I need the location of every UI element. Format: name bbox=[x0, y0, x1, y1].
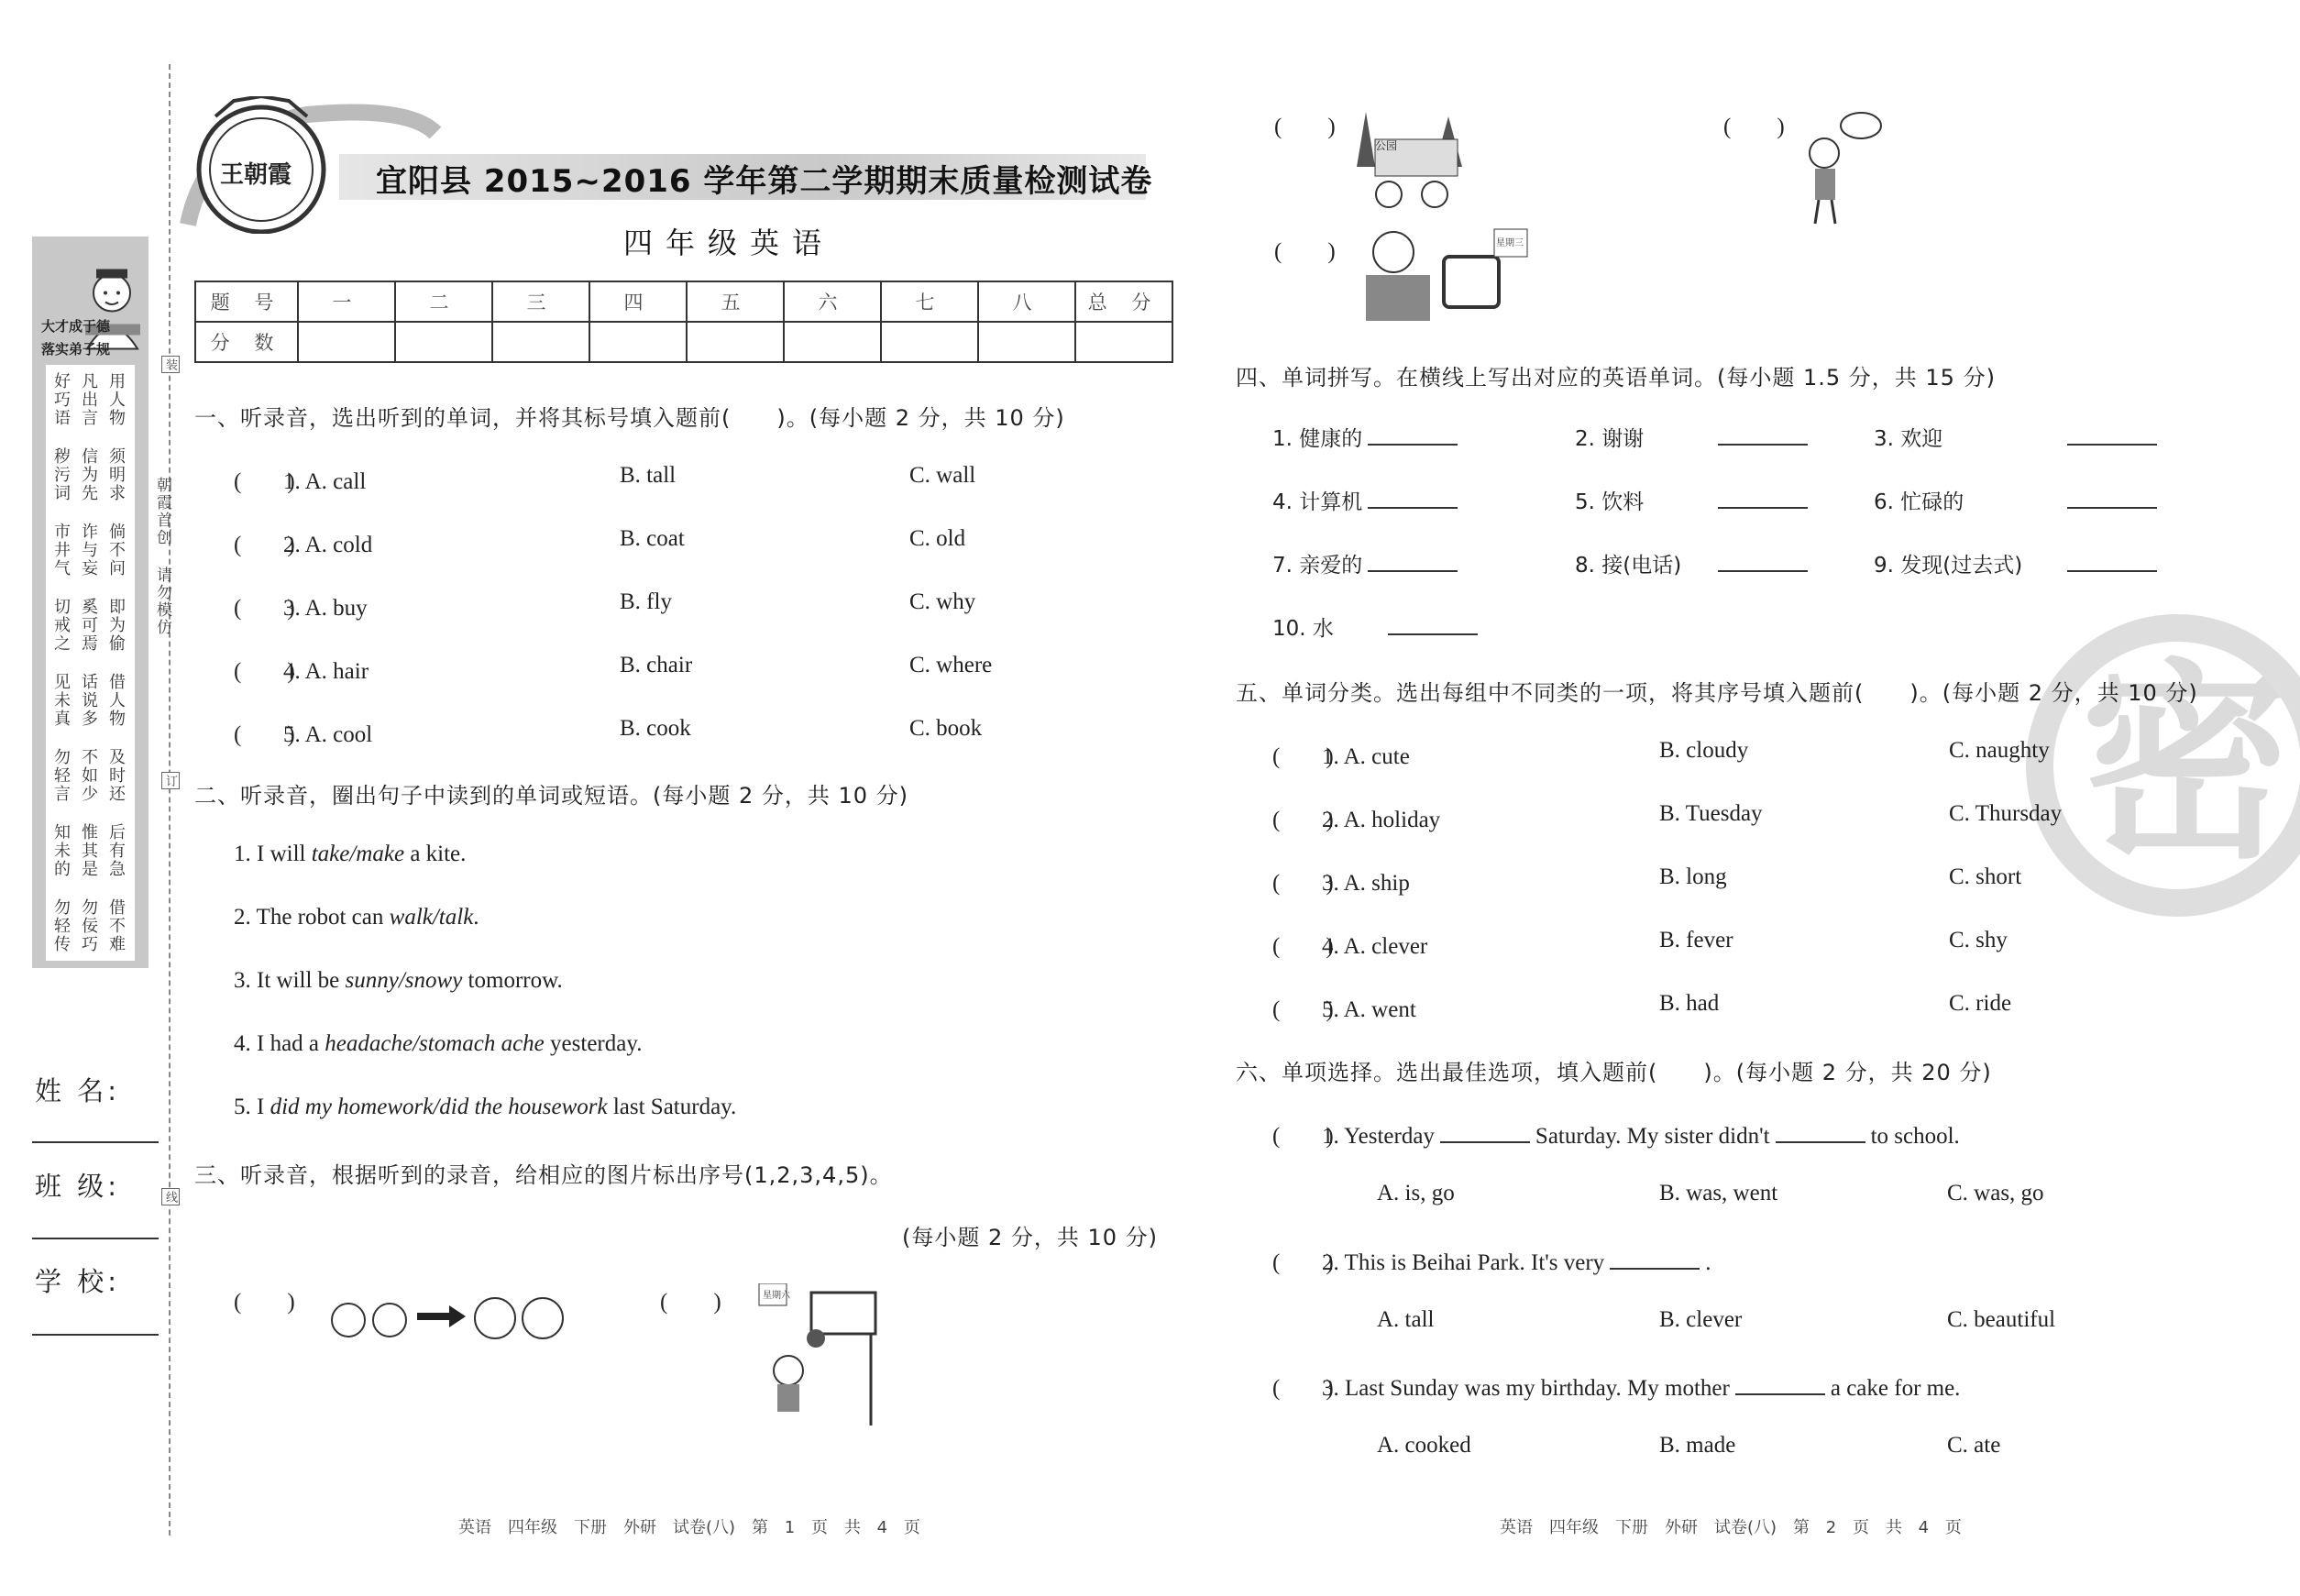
score-cell: 题 号 bbox=[195, 281, 298, 322]
sentence-text: yesterday. bbox=[544, 1031, 643, 1056]
score-cell: 三 bbox=[492, 281, 589, 322]
option-b: B. made bbox=[1659, 1433, 1736, 1458]
answer-paren[interactable]: ( ) bbox=[1723, 115, 1785, 139]
maxim-col: 信为先 bbox=[79, 447, 98, 502]
spelling-blank[interactable] bbox=[2067, 487, 2157, 509]
spelling-blank[interactable] bbox=[1718, 550, 1808, 572]
sentence-text: 2. The robot can bbox=[234, 905, 390, 930]
question-text: 1. Yesterday bbox=[1322, 1124, 1435, 1149]
section-4-heading: 四、单词拼写。在横线上写出对应的英语单词。(每小题 1.5 分，共 15 分) bbox=[1236, 365, 1996, 391]
motto-top: 大才成于德 bbox=[41, 318, 111, 335]
option-c: C. was, go bbox=[1947, 1181, 2044, 1205]
section-5-heading: 五、单词分类。选出每组中不同类的一项，将其序号填入题前( )。(每小题 2 分，共 10 分) bbox=[1236, 680, 2198, 706]
spelling-prompt: 9. 发现(过去式) bbox=[1874, 554, 2023, 578]
sentence-text: a kite. bbox=[404, 842, 467, 866]
school-label: 学 校: bbox=[35, 1266, 120, 1297]
question-text: to school. bbox=[1870, 1124, 1960, 1149]
answer-paren[interactable]: ( ) bbox=[234, 1290, 295, 1315]
spelling-blank[interactable] bbox=[1718, 487, 1808, 509]
score-cell: 一 bbox=[298, 281, 395, 322]
score-cell: 六 bbox=[784, 281, 881, 322]
cats-picture bbox=[321, 1283, 578, 1366]
spelling-blank[interactable] bbox=[2067, 550, 2157, 572]
maxim-col: 话说多 bbox=[79, 673, 98, 728]
option-c: C. why bbox=[909, 589, 976, 614]
maxim-col: 不如少 bbox=[79, 748, 98, 803]
cut-mark: 线 bbox=[161, 1188, 180, 1205]
sentence-options[interactable]: walk/talk bbox=[389, 905, 474, 930]
option-c: C. wall bbox=[909, 463, 976, 488]
spelling-prompt: 8. 接(电话) bbox=[1575, 554, 1682, 578]
score-entry[interactable] bbox=[881, 322, 978, 362]
option-a: 3. A. buy bbox=[283, 596, 368, 621]
cut-mark: 订 bbox=[161, 772, 180, 789]
sentence-item bbox=[234, 1031, 642, 1057]
option-b: B. fly bbox=[620, 589, 672, 614]
picture-label: 星期六 bbox=[763, 1291, 790, 1301]
maxim-col: 切戒之 bbox=[51, 598, 71, 653]
spelling-prompt: 1. 健康的 bbox=[1272, 427, 1363, 451]
sentence-item bbox=[234, 968, 563, 994]
motto-bottom: 落实弟子规 bbox=[41, 341, 111, 358]
question-row: ( )2. A. cold bbox=[234, 533, 373, 557]
option-c: C. shy bbox=[1949, 928, 2008, 952]
sentence-text: last Saturday. bbox=[607, 1095, 737, 1119]
answer-paren[interactable]: ( ) bbox=[1274, 239, 1336, 264]
spelling-blank[interactable] bbox=[1718, 424, 1808, 446]
basketball-picture bbox=[743, 1283, 889, 1430]
maxim-col: 见未真 bbox=[51, 673, 71, 728]
spelling-prompt: 7. 亲爱的 bbox=[1272, 554, 1363, 578]
score-entry[interactable] bbox=[687, 322, 784, 362]
option-b: B. long bbox=[1659, 864, 1727, 889]
score-cell: 分 数 bbox=[195, 322, 298, 362]
section-6-heading: 六、单项选择。选出最佳选项，填入题前( )。(每小题 2 分，共 20 分) bbox=[1236, 1060, 1992, 1085]
score-cell: 二 bbox=[395, 281, 492, 322]
sentence-text: tomorrow. bbox=[462, 968, 563, 993]
option-a: 3. A. ship bbox=[1322, 871, 1410, 896]
question-row: ( )3. A. ship bbox=[1272, 871, 1410, 896]
score-table-score-row bbox=[195, 322, 1172, 362]
question-row: ( )4. A. hair bbox=[234, 659, 369, 684]
score-cell: 四 bbox=[589, 281, 687, 322]
answer-blank[interactable] bbox=[1610, 1248, 1700, 1270]
spelling-blank[interactable] bbox=[1368, 487, 1458, 509]
score-cell: 七 bbox=[881, 281, 978, 322]
page-footer-left: 英语 四年级 下册 外研 试卷(八) 第 1 页 共 4 页 bbox=[458, 1518, 920, 1537]
sentence-text: . bbox=[473, 905, 479, 930]
option-b: B. tall bbox=[620, 463, 677, 488]
watermark-char: 密 bbox=[2081, 643, 2293, 887]
maxim-col: 凡出言 bbox=[79, 372, 98, 427]
spelling-blank[interactable] bbox=[2067, 424, 2157, 446]
maxim-col: 勿轻传 bbox=[51, 898, 71, 953]
question-row: ( )4. A. clever bbox=[1272, 934, 1428, 959]
maxim-col: 倘不问 bbox=[106, 523, 126, 578]
maxim-col: 后有急 bbox=[106, 823, 126, 878]
mc-question: ( )3. Last Sunday was my birthday. My mother a cake for me. bbox=[1272, 1370, 1960, 1403]
spelling-prompt: 4. 计算机 bbox=[1272, 490, 1363, 514]
answer-blank[interactable] bbox=[1776, 1121, 1865, 1143]
option-c: C. old bbox=[909, 526, 966, 551]
option-b: B. clever bbox=[1659, 1307, 1743, 1332]
option-b: B. cook bbox=[620, 716, 691, 741]
score-cell: 五 bbox=[687, 281, 784, 322]
option-a: A. tall bbox=[1377, 1307, 1435, 1332]
score-entry[interactable] bbox=[784, 322, 881, 362]
option-b: B. Tuesday bbox=[1659, 801, 1763, 826]
cut-mark: 装 bbox=[161, 356, 180, 373]
spelling-item bbox=[1575, 422, 1813, 452]
sentence-options[interactable]: did my homework/did the housework bbox=[270, 1095, 608, 1119]
score-cell: 八 bbox=[978, 281, 1075, 322]
section-2-heading: 二、听录音，圈出句子中读到的单词或短语。(每小题 2 分，共 10 分) bbox=[194, 783, 909, 809]
maxim-col: 借人物 bbox=[106, 673, 126, 728]
option-a: 5. A. went bbox=[1322, 997, 1416, 1022]
sentence-text: 1. I will bbox=[234, 842, 312, 866]
score-entry[interactable] bbox=[492, 322, 589, 362]
maxim-col: 惟其是 bbox=[79, 823, 98, 878]
sick-boy-picture bbox=[1797, 103, 1898, 231]
option-a: 4. A. clever bbox=[1322, 934, 1428, 959]
maxim-col: 须明求 bbox=[106, 447, 126, 502]
maxim-col: 即为偷 bbox=[106, 598, 126, 653]
class-label: 班 级: bbox=[35, 1171, 120, 1202]
exam-title: 宜阳县 2015~2016 学年第二学期期末质量检测试卷 bbox=[376, 163, 1153, 200]
maxim-box bbox=[46, 365, 135, 961]
answer-paren[interactable]: ( ) bbox=[660, 1290, 721, 1315]
maxim-col: 市井气 bbox=[51, 523, 71, 578]
spelling-item bbox=[1575, 548, 1813, 578]
score-entry[interactable] bbox=[1075, 322, 1172, 362]
maxim-col: 用人物 bbox=[106, 372, 126, 427]
spelling-prompt: 3. 欢迎 bbox=[1874, 427, 1943, 451]
option-c: C. beautiful bbox=[1947, 1307, 2056, 1332]
question-text: a cake for me. bbox=[1830, 1376, 1961, 1401]
logo-text: 王朝霞 bbox=[220, 161, 292, 189]
picture-label: 星期三 bbox=[1496, 238, 1524, 248]
option-b: B. fever bbox=[1659, 928, 1733, 952]
answer-blank[interactable] bbox=[1735, 1373, 1825, 1395]
question-text: 3. Last Sunday was my birthday. My mother bbox=[1322, 1376, 1730, 1401]
question-row: ( )1. A. call bbox=[234, 469, 367, 494]
sentence-text: 3. It will be bbox=[234, 968, 346, 993]
spelling-item bbox=[1874, 485, 2162, 515]
question-text: 2. This is Beihai Park. It's very bbox=[1322, 1250, 1605, 1275]
maxim-col: 好巧语 bbox=[51, 372, 71, 427]
option-a: A. cooked bbox=[1377, 1433, 1471, 1458]
score-entry[interactable] bbox=[589, 322, 687, 362]
option-b: B. was, went bbox=[1659, 1181, 1778, 1205]
answer-blank[interactable] bbox=[1440, 1121, 1530, 1143]
picture-label: 公园 bbox=[1375, 139, 1398, 152]
option-c: C. naughty bbox=[1949, 738, 2050, 763]
question-row: ( )3. A. buy bbox=[234, 596, 368, 621]
question-row: ( )5. A. cool bbox=[234, 722, 373, 747]
mc-question: ( )1. Yesterday Saturday. My sister didn't to school. bbox=[1272, 1117, 1960, 1150]
mc-question: ( )2. This is Beihai Park. It's very . bbox=[1272, 1244, 1711, 1277]
sentence-options[interactable]: sunny/snowy bbox=[345, 968, 463, 993]
option-a: 2. A. cold bbox=[283, 533, 373, 557]
option-c: C. short bbox=[1949, 864, 2022, 889]
option-a: 1. A. call bbox=[283, 469, 367, 494]
option-a: 5. A. cool bbox=[283, 722, 373, 747]
copyright-note: 朝霞首创 请勿模仿 bbox=[153, 477, 171, 636]
sentence-options[interactable]: take/make bbox=[311, 842, 405, 866]
score-table-header-row bbox=[195, 281, 1172, 322]
option-b: B. coat bbox=[620, 526, 685, 551]
maxim-col: 及时还 bbox=[106, 748, 126, 803]
spelling-item bbox=[1272, 548, 1463, 578]
sentence-item bbox=[234, 905, 479, 930]
secret-watermark bbox=[2026, 614, 2300, 917]
spelling-blank[interactable] bbox=[1368, 424, 1458, 446]
score-entry[interactable] bbox=[978, 322, 1075, 362]
question-row: ( )5. A. went bbox=[1272, 997, 1416, 1022]
score-entry[interactable] bbox=[298, 322, 395, 362]
spelling-blank[interactable] bbox=[1368, 550, 1458, 572]
name-input-line[interactable] bbox=[32, 1141, 159, 1143]
section-3-heading: 三、听录音，根据听到的录音，给相应的图片标出序号(1,2,3,4,5)。 bbox=[194, 1162, 893, 1188]
class-input-line[interactable] bbox=[32, 1238, 159, 1239]
sentence-text: 4. I had a bbox=[234, 1031, 325, 1056]
question-text: Saturday. My sister didn't bbox=[1535, 1124, 1770, 1149]
option-c: C. Thursday bbox=[1949, 801, 2063, 826]
answer-paren[interactable]: ( ) bbox=[1274, 115, 1336, 139]
option-c: C. where bbox=[909, 653, 993, 677]
option-a: 1. A. cute bbox=[1322, 744, 1410, 769]
maxim-col: 奚可焉 bbox=[79, 598, 98, 653]
spelling-prompt: 10. 水 bbox=[1272, 617, 1334, 641]
maxim-col: 知未的 bbox=[51, 823, 71, 878]
spelling-blank[interactable] bbox=[1388, 613, 1478, 635]
page-footer-right: 英语 四年级 下册 外研 试卷(八) 第 2 页 共 4 页 bbox=[1500, 1518, 1962, 1537]
spelling-prompt: 2. 谢谢 bbox=[1575, 427, 1645, 451]
option-a: 2. A. holiday bbox=[1322, 808, 1441, 832]
spelling-item bbox=[1874, 422, 2162, 452]
spelling-item bbox=[1272, 422, 1463, 452]
binding-dash-line bbox=[169, 64, 171, 1535]
exam-subtitle: 四年级英语 bbox=[623, 226, 835, 260]
option-c: C. ate bbox=[1947, 1433, 2001, 1458]
spelling-item bbox=[1874, 548, 2162, 578]
spelling-item bbox=[1575, 485, 1813, 515]
question-text: . bbox=[1705, 1250, 1711, 1275]
section-3-points: (每小题 2 分，共 10 分) bbox=[902, 1225, 1159, 1250]
score-table bbox=[194, 281, 1173, 363]
option-b: B. cloudy bbox=[1659, 738, 1749, 763]
spelling-prompt: 5. 饮料 bbox=[1575, 490, 1645, 514]
spelling-item bbox=[1272, 485, 1463, 515]
question-row: ( )1. A. cute bbox=[1272, 744, 1410, 769]
name-label: 姓 名: bbox=[35, 1075, 120, 1106]
park-picture bbox=[1348, 103, 1480, 222]
maxim-col: 勿佞巧 bbox=[79, 898, 98, 953]
sentence-options[interactable]: headache/stomach ache bbox=[325, 1031, 545, 1056]
question-row: ( )2. A. holiday bbox=[1272, 808, 1441, 832]
maxim-col: 诈与妄 bbox=[79, 523, 98, 578]
maxim-col: 借不难 bbox=[106, 898, 126, 953]
option-a: 4. A. hair bbox=[283, 659, 369, 684]
spelling-prompt: 6. 忙碌的 bbox=[1874, 490, 1964, 514]
sentence-text: 5. I bbox=[234, 1095, 270, 1119]
option-b: B. chair bbox=[620, 653, 693, 677]
score-entry[interactable] bbox=[395, 322, 492, 362]
sentence-item bbox=[234, 1095, 736, 1120]
sentence-item bbox=[234, 842, 466, 867]
motto-panel bbox=[32, 237, 149, 968]
score-cell: 总 分 bbox=[1075, 281, 1172, 322]
option-c: C. ride bbox=[1949, 991, 2012, 1016]
option-c: C. book bbox=[909, 716, 983, 741]
option-a: A. is, go bbox=[1377, 1181, 1455, 1205]
section-1-heading: 一、听录音，选出听到的单词，并将其标号填入题前( )。(每小题 2 分，共 10 分) bbox=[194, 405, 1065, 431]
option-b: B. had bbox=[1659, 991, 1720, 1016]
maxim-col: 秽污词 bbox=[51, 447, 71, 502]
spelling-item bbox=[1272, 611, 1483, 642]
school-input-line[interactable] bbox=[32, 1334, 159, 1336]
maxim-col: 勿轻言 bbox=[51, 748, 71, 803]
